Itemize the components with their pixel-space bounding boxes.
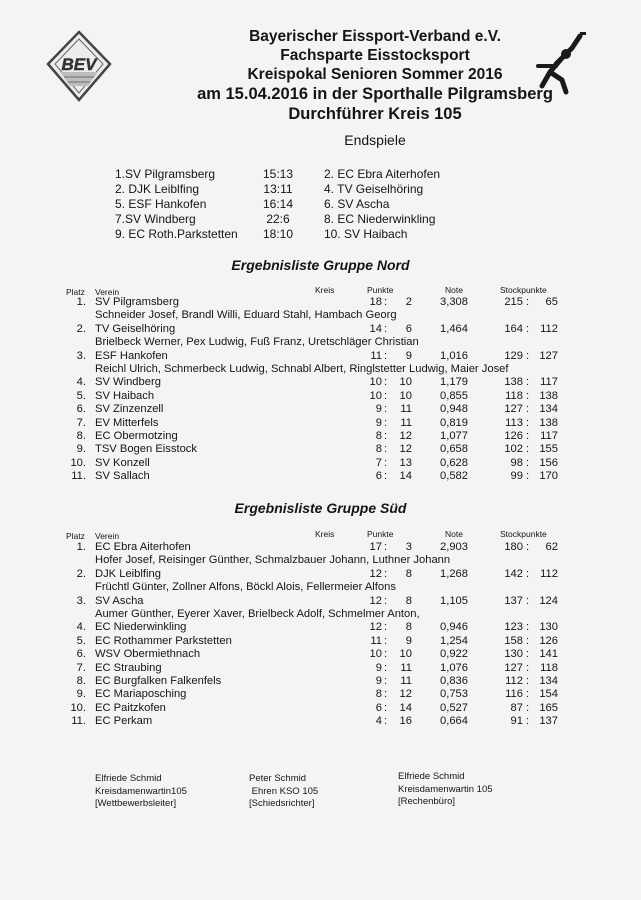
rank: 1. bbox=[76, 296, 86, 308]
final-score: 13:11 bbox=[263, 182, 293, 196]
rank: 7. bbox=[76, 416, 86, 429]
separator: : bbox=[384, 634, 388, 647]
rank: 8. bbox=[76, 430, 86, 442]
rank: 9. bbox=[76, 688, 86, 701]
stock-points-against: 62 bbox=[545, 541, 558, 553]
table-row bbox=[0, 376, 641, 389]
signature-name: Peter Schmid bbox=[249, 773, 307, 784]
stock-points-against: 118 bbox=[540, 661, 558, 674]
separator: : bbox=[526, 296, 530, 308]
separator: : bbox=[384, 443, 388, 456]
club-name: SV Ascha bbox=[95, 594, 144, 607]
points-lost: 8 bbox=[405, 567, 412, 580]
rank: 10. bbox=[70, 456, 86, 469]
club-name: EC Mariaposching bbox=[95, 688, 187, 701]
separator: : bbox=[384, 349, 388, 362]
separator: : bbox=[526, 322, 530, 335]
club-name: EC Niederwinkling bbox=[95, 621, 187, 634]
rank: 3. bbox=[76, 594, 86, 607]
points-lost: 10 bbox=[399, 389, 412, 402]
team-players: Früchtl Günter, Zollner Alfons, Böckl Alois, Fellermeier Alfons bbox=[95, 581, 396, 594]
stock-points-for: 138 bbox=[504, 376, 523, 389]
col-kreis: Kreis bbox=[315, 529, 335, 539]
points-won: 11 bbox=[370, 634, 382, 647]
table-row bbox=[0, 595, 641, 608]
separator: : bbox=[526, 470, 530, 483]
points-won: 12 bbox=[369, 567, 382, 580]
separator: : bbox=[384, 322, 388, 335]
points-won: 11 bbox=[370, 349, 382, 362]
separator: : bbox=[526, 661, 530, 674]
signature-title: Kreisdamenwartin 105 bbox=[398, 783, 493, 795]
svg-text:BEV: BEV bbox=[61, 55, 97, 74]
table-row bbox=[0, 390, 641, 403]
note-value: 0,836 bbox=[440, 675, 468, 687]
points-won: 9 bbox=[375, 403, 382, 416]
final-score: 18:10 bbox=[262, 227, 294, 241]
note-value: 2,903 bbox=[440, 541, 468, 553]
stock-points-for: 118 bbox=[505, 389, 523, 402]
separator: : bbox=[526, 675, 530, 687]
final-team-left: 5. ESF Hankofen bbox=[115, 197, 207, 211]
final-team-left: 9. EC Roth.Parkstetten bbox=[115, 227, 238, 241]
table-row bbox=[0, 430, 641, 443]
table-row bbox=[0, 457, 641, 470]
separator: : bbox=[384, 416, 388, 429]
separator: : bbox=[526, 416, 530, 429]
col-punkte: Punkte bbox=[367, 529, 394, 539]
final-team-left: 7.SV Windberg bbox=[115, 212, 196, 226]
team-players: Brielbeck Werner, Pex Ludwig, Fuß Franz, Uretschläger Christian bbox=[95, 336, 419, 349]
team-players: Hofer Josef, Reisinger Günther, Schmalzbauer Johann, Luthner Johann bbox=[95, 554, 451, 567]
separator: : bbox=[526, 430, 530, 442]
rank: 2. bbox=[76, 322, 86, 335]
rank: 11. bbox=[71, 470, 86, 483]
points-won: 10 bbox=[369, 648, 382, 661]
col-punkte: Punkte bbox=[367, 285, 394, 295]
separator: : bbox=[526, 567, 530, 580]
federation-name: Bayerischer Eissport-Verband e.V. bbox=[249, 28, 501, 45]
final-team-right: 2. EC Ebra Aiterhofen bbox=[324, 167, 441, 181]
stock-points-for: 102 bbox=[504, 443, 523, 456]
note-value: 0,527 bbox=[440, 701, 468, 714]
separator: : bbox=[384, 541, 388, 553]
stock-points-for: 180 bbox=[504, 541, 523, 553]
club-name: EC Paitzkofen bbox=[95, 701, 166, 714]
note-value: 0,855 bbox=[440, 389, 468, 402]
table-row bbox=[0, 635, 641, 648]
col-verein: Verein bbox=[95, 531, 120, 541]
points-lost: 14 bbox=[399, 701, 412, 714]
rank: 11. bbox=[71, 715, 86, 728]
stock-points-against: 134 bbox=[539, 403, 558, 416]
event-date-location: am 15.04.2016 in der Sporthalle Pilgramsberg bbox=[197, 85, 553, 103]
rank: 9. bbox=[76, 443, 86, 456]
team-players: Schneider Josef, Brandl Willi, Eduard Stahl, Hambach Georg bbox=[95, 309, 397, 322]
rank: 4. bbox=[76, 376, 86, 389]
points-won: 7 bbox=[375, 456, 382, 469]
separator: : bbox=[526, 634, 530, 647]
stock-points-against: 155 bbox=[539, 443, 558, 456]
rank: 4. bbox=[76, 621, 86, 634]
separator: : bbox=[526, 389, 530, 402]
points-lost: 11 bbox=[400, 675, 412, 687]
table-row bbox=[0, 443, 641, 456]
stock-points-against: 117 bbox=[540, 376, 558, 389]
final-score: 16:14 bbox=[262, 197, 294, 211]
club-name: WSV Obermiethnach bbox=[95, 648, 201, 661]
stock-points-for: 99 bbox=[510, 470, 523, 483]
separator: : bbox=[384, 430, 388, 442]
signature-competition-lead bbox=[95, 773, 187, 811]
table-row bbox=[0, 417, 641, 430]
note-value: 0,582 bbox=[440, 470, 468, 483]
final-team-left: 1.SV Pilgramsberg bbox=[115, 167, 216, 181]
signature-name: Elfriede Schmid bbox=[95, 773, 162, 784]
stock-points-against: 112 bbox=[540, 322, 558, 335]
group-nord-title: Ergebnisliste Gruppe Nord bbox=[231, 257, 410, 273]
table-row bbox=[0, 403, 641, 416]
note-value: 1,016 bbox=[440, 349, 468, 362]
note-value: 1,076 bbox=[440, 661, 468, 674]
rank: 6. bbox=[76, 648, 86, 661]
points-lost: 12 bbox=[399, 430, 412, 442]
rank: 6. bbox=[76, 403, 86, 416]
tournament-name: Kreispokal Senioren Sommer 2016 bbox=[247, 66, 503, 83]
note-value: 0,922 bbox=[440, 648, 468, 661]
club-name: EV Mitterfels bbox=[95, 416, 159, 429]
points-lost: 14 bbox=[399, 470, 412, 483]
rank: 10. bbox=[70, 701, 86, 714]
note-value: 1,179 bbox=[440, 376, 468, 389]
stock-points-for: 164 bbox=[504, 322, 523, 335]
stock-points-for: 158 bbox=[504, 634, 523, 647]
points-lost: 12 bbox=[399, 688, 412, 701]
club-name: TSV Bogen Eisstock bbox=[95, 443, 197, 456]
stock-points-against: 137 bbox=[539, 715, 558, 728]
points-won: 8 bbox=[375, 443, 382, 456]
separator: : bbox=[526, 688, 530, 701]
stock-points-for: 126 bbox=[504, 430, 523, 442]
final-team-right: 10. SV Haibach bbox=[324, 227, 408, 241]
rank: 5. bbox=[76, 634, 86, 647]
separator: : bbox=[526, 456, 530, 469]
note-value: 1,268 bbox=[440, 567, 468, 580]
table-row bbox=[0, 323, 641, 336]
separator: : bbox=[384, 456, 388, 469]
signature-title: Kreisdamenwartin105 bbox=[95, 785, 187, 797]
signature-role: [Wettbewerbsleiter] bbox=[95, 798, 177, 809]
club-name: EC Burgfalken Falkenfels bbox=[95, 675, 222, 687]
note-value: 1,105 bbox=[440, 594, 468, 607]
stock-points-against: 117 bbox=[540, 430, 558, 442]
table-row bbox=[0, 470, 641, 483]
rank: 8. bbox=[76, 675, 86, 687]
stock-points-against: 134 bbox=[539, 675, 558, 687]
stock-points-for: 127 bbox=[504, 403, 523, 416]
points-lost: 9 bbox=[405, 349, 412, 362]
stock-points-for: 112 bbox=[505, 675, 523, 687]
separator: : bbox=[384, 567, 388, 580]
stock-points-for: 129 bbox=[504, 349, 523, 362]
points-lost: 13 bbox=[399, 456, 412, 469]
points-won: 14 bbox=[369, 322, 382, 335]
stock-points-for: 215 bbox=[504, 296, 523, 308]
points-won: 4 bbox=[375, 715, 382, 728]
separator: : bbox=[384, 403, 388, 416]
table-row bbox=[0, 621, 641, 634]
club-name: SV Pilgramsberg bbox=[95, 296, 179, 308]
note-value: 0,628 bbox=[440, 456, 468, 469]
separator: : bbox=[526, 648, 530, 661]
separator: : bbox=[384, 661, 388, 674]
note-value: 1,077 bbox=[440, 430, 468, 442]
stock-points-for: 142 bbox=[504, 567, 523, 580]
note-value: 0,658 bbox=[440, 443, 468, 456]
note-value: 1,254 bbox=[440, 634, 468, 647]
separator: : bbox=[384, 715, 388, 728]
club-name: DJK Leiblfing bbox=[95, 567, 161, 580]
club-name: EC Ebra Aiterhofen bbox=[95, 541, 191, 553]
division-name: Fachsparte Eisstocksport bbox=[280, 47, 470, 64]
final-team-right: 8. EC Niederwinkling bbox=[324, 212, 436, 226]
points-lost: 3 bbox=[405, 541, 412, 553]
separator: : bbox=[384, 376, 388, 389]
separator: : bbox=[384, 648, 388, 661]
signature-title: Ehren KSO 105 bbox=[249, 785, 319, 797]
separator: : bbox=[384, 296, 388, 308]
stock-points-for: 98 bbox=[510, 456, 523, 469]
club-name: EC Rothammer Parkstetten bbox=[95, 634, 232, 647]
points-won: 18 bbox=[369, 296, 382, 308]
final-team-right: 4. TV Geiselhöring bbox=[324, 182, 424, 196]
table-row bbox=[0, 296, 641, 309]
stock-points-for: 87 bbox=[510, 701, 523, 714]
col-note: Note bbox=[445, 529, 463, 539]
stock-points-against: 156 bbox=[539, 456, 558, 469]
separator: : bbox=[384, 621, 388, 634]
separator: : bbox=[526, 349, 530, 362]
club-name: SV Sallach bbox=[95, 470, 150, 483]
signature-role: [Rechenbüro] bbox=[398, 796, 456, 807]
separator: : bbox=[526, 403, 530, 416]
final-score: 15:13 bbox=[262, 167, 294, 181]
separator: : bbox=[526, 443, 530, 456]
signature-role: [Schiedsrichter] bbox=[249, 798, 315, 809]
points-lost: 10 bbox=[399, 648, 412, 661]
col-verein: Verein bbox=[95, 287, 120, 297]
points-won: 9 bbox=[375, 661, 382, 674]
stock-points-against: 154 bbox=[539, 688, 558, 701]
table-row bbox=[0, 688, 641, 701]
points-lost: 12 bbox=[399, 443, 412, 456]
stock-points-for: 127 bbox=[504, 661, 523, 674]
rank: 5. bbox=[76, 389, 86, 402]
points-won: 9 bbox=[375, 675, 382, 687]
club-name: SV Windberg bbox=[95, 376, 161, 389]
table-row bbox=[0, 662, 641, 675]
club-name: SV Haibach bbox=[95, 389, 155, 402]
points-won: 12 bbox=[369, 594, 382, 607]
stock-points-for: 130 bbox=[504, 648, 523, 661]
final-team-left: 2. DJK Leiblfing bbox=[115, 182, 200, 196]
separator: : bbox=[526, 594, 530, 607]
col-stockpunkte: Stockpunkte bbox=[500, 529, 547, 539]
points-lost: 11 bbox=[400, 403, 412, 416]
points-won: 12 bbox=[369, 621, 382, 634]
table-row bbox=[0, 702, 641, 715]
points-lost: 8 bbox=[405, 621, 412, 634]
rank: 2. bbox=[76, 567, 86, 580]
points-won: 9 bbox=[375, 416, 382, 429]
separator: : bbox=[384, 389, 388, 402]
group-sued-title: Ergebnisliste Gruppe Süd bbox=[234, 500, 407, 516]
stock-points-against: 141 bbox=[539, 648, 558, 661]
separator: : bbox=[526, 621, 530, 634]
stock-points-for: 137 bbox=[504, 594, 523, 607]
stock-points-against: 124 bbox=[539, 594, 558, 607]
points-lost: 8 bbox=[405, 594, 412, 607]
separator: : bbox=[526, 701, 530, 714]
club-name: EC Perkam bbox=[95, 715, 153, 728]
separator: : bbox=[384, 594, 388, 607]
separator: : bbox=[384, 701, 388, 714]
points-lost: 9 bbox=[405, 634, 412, 647]
separator: : bbox=[526, 715, 530, 728]
points-lost: 16 bbox=[399, 715, 412, 728]
points-won: 6 bbox=[375, 470, 382, 483]
note-value: 1,464 bbox=[440, 322, 468, 335]
note-value: 0,664 bbox=[440, 715, 468, 728]
note-value: 0,753 bbox=[440, 688, 468, 701]
stock-points-against: 170 bbox=[539, 470, 558, 483]
stock-points-against: 126 bbox=[539, 634, 558, 647]
points-won: 8 bbox=[375, 430, 382, 442]
separator: : bbox=[384, 688, 388, 701]
points-lost: 11 bbox=[400, 661, 412, 674]
points-won: 8 bbox=[375, 688, 382, 701]
col-stockpunkte: Stockpunkte bbox=[500, 285, 547, 295]
signature-computing-office bbox=[398, 771, 493, 809]
stock-points-against: 112 bbox=[540, 567, 558, 580]
stock-points-against: 65 bbox=[545, 296, 558, 308]
stock-points-against: 138 bbox=[539, 416, 558, 429]
separator: : bbox=[384, 675, 388, 687]
stock-points-for: 113 bbox=[505, 416, 523, 429]
col-note: Note bbox=[445, 285, 463, 295]
points-won: 17 bbox=[369, 541, 382, 553]
club-name: SV Zinzenzell bbox=[95, 403, 164, 416]
col-platz: Platz bbox=[66, 531, 85, 541]
bev-logo bbox=[44, 30, 114, 102]
stock-points-against: 165 bbox=[539, 701, 558, 714]
final-score: 22:6 bbox=[266, 212, 290, 226]
note-value: 0,819 bbox=[440, 416, 468, 429]
stock-points-against: 130 bbox=[539, 621, 558, 634]
note-value: 0,946 bbox=[440, 621, 468, 634]
separator: : bbox=[526, 376, 530, 389]
table-row bbox=[0, 715, 641, 728]
col-kreis: Kreis bbox=[315, 285, 335, 295]
stock-points-for: 91 bbox=[510, 715, 523, 728]
stock-points-against: 138 bbox=[539, 389, 558, 402]
stock-points-for: 123 bbox=[504, 621, 523, 634]
table-row bbox=[0, 568, 641, 581]
rank: 7. bbox=[76, 661, 86, 674]
separator: : bbox=[384, 470, 388, 483]
rank: 3. bbox=[76, 349, 86, 362]
points-won: 10 bbox=[369, 376, 382, 389]
points-lost: 2 bbox=[405, 296, 412, 308]
final-team-right: 6. SV Ascha bbox=[324, 197, 390, 211]
separator: : bbox=[526, 541, 530, 553]
club-name: TV Geiselhöring bbox=[95, 322, 176, 335]
points-won: 6 bbox=[375, 701, 382, 714]
points-lost: 11 bbox=[400, 416, 412, 429]
points-lost: 10 bbox=[399, 376, 412, 389]
stock-points-for: 116 bbox=[505, 688, 523, 701]
organizer: Durchführer Kreis 105 bbox=[288, 105, 462, 123]
club-name: EC Straubing bbox=[95, 661, 162, 674]
endspiele-title: Endspiele bbox=[344, 132, 406, 148]
team-players: Reichl Ulrich, Schmerbeck Ludwig, Schnabl Albert, Ringlstetter Ludwig, Maier Josef bbox=[95, 363, 509, 375]
team-players: Aumer Günther, Eyerer Xaver, Brielbeck Adolf, Schmelmer Anton, bbox=[95, 608, 420, 620]
table-row bbox=[0, 350, 641, 363]
club-name: SV Konzell bbox=[95, 456, 150, 469]
note-value: 0,948 bbox=[440, 403, 468, 416]
club-name: EC Obermotzing bbox=[95, 430, 178, 442]
points-won: 10 bbox=[369, 389, 382, 402]
col-platz: Platz bbox=[66, 287, 85, 297]
signature-name: Elfriede Schmid bbox=[398, 771, 465, 782]
points-lost: 6 bbox=[405, 322, 412, 335]
rank: 1. bbox=[76, 541, 86, 553]
note-value: 3,308 bbox=[440, 296, 468, 308]
table-row bbox=[0, 675, 641, 688]
stock-points-against: 127 bbox=[539, 349, 558, 362]
table-row bbox=[0, 648, 641, 661]
club-name: ESF Hankofen bbox=[95, 349, 168, 362]
table-row bbox=[0, 541, 641, 554]
signature-referee bbox=[249, 773, 318, 811]
